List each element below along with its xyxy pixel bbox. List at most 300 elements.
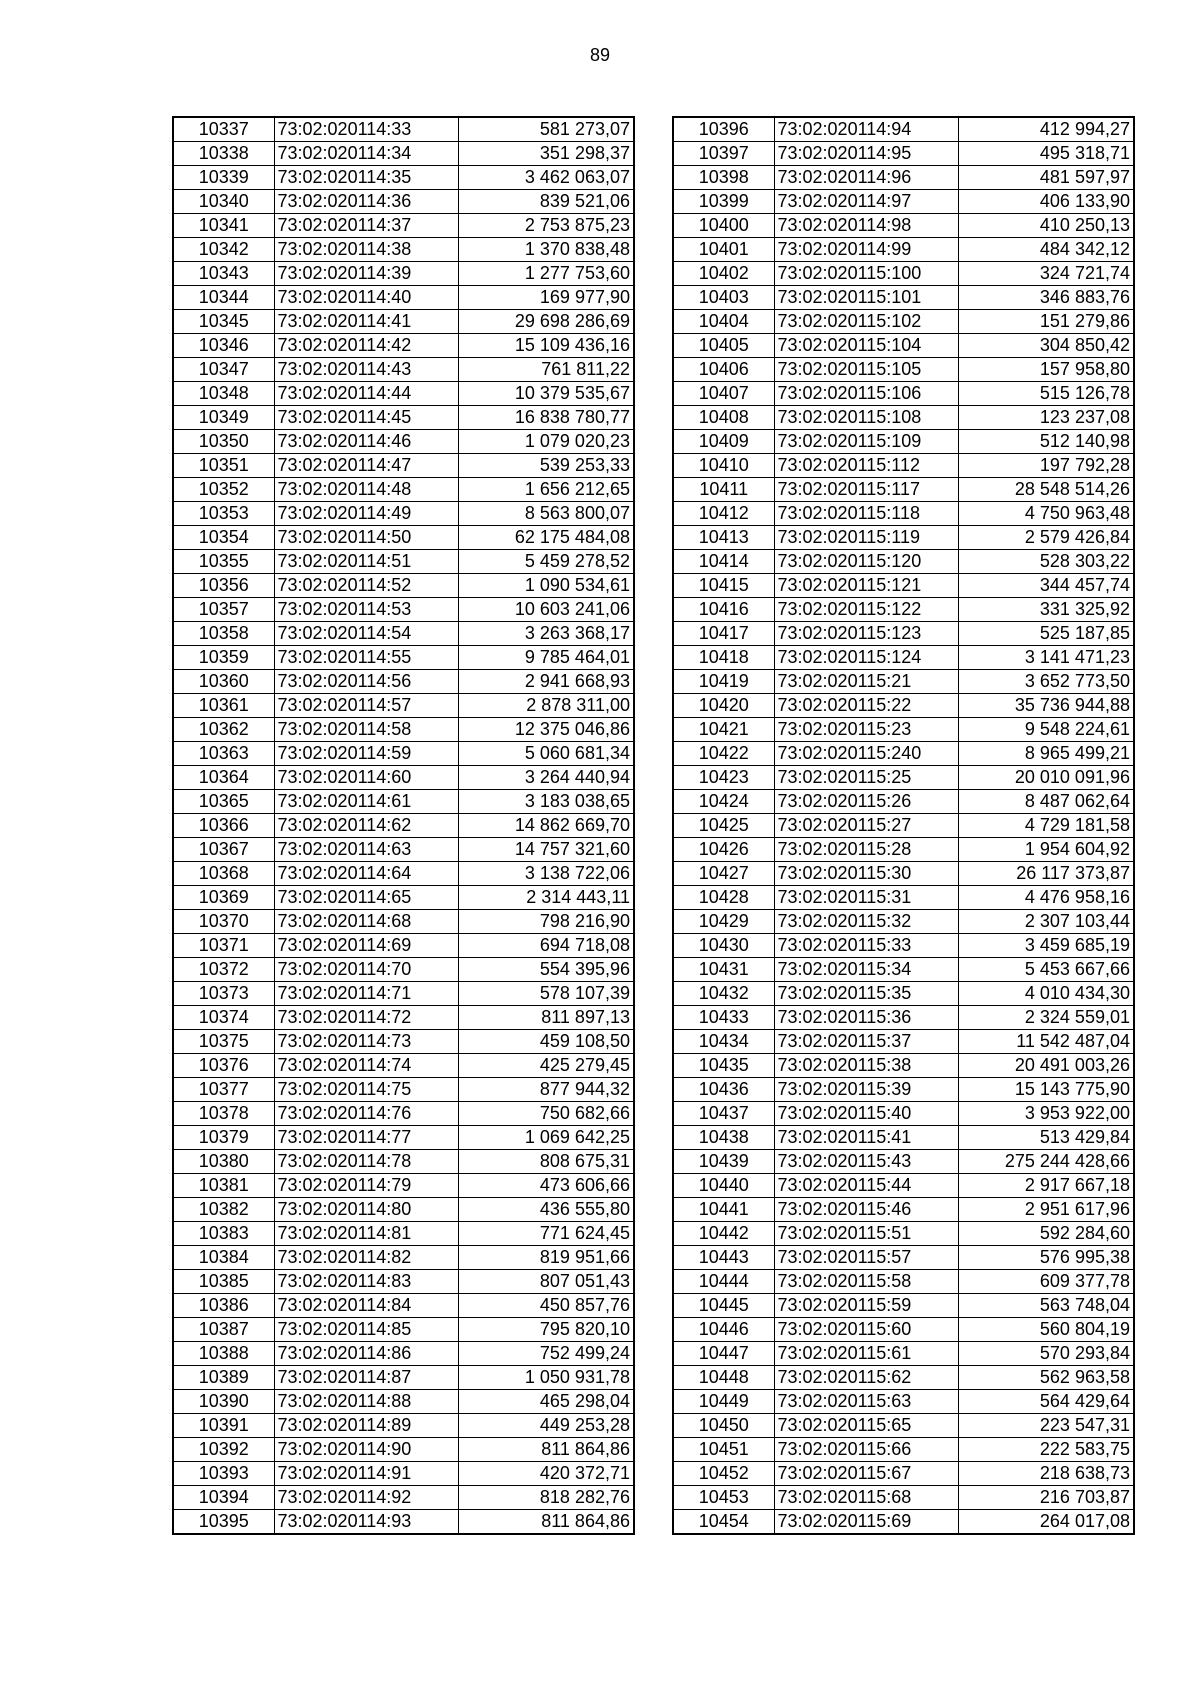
table-row — [673, 1198, 1134, 1222]
value-cell: 3 264 440,94 — [458, 766, 634, 790]
value-cell: 512 140,98 — [958, 430, 1134, 454]
cadastral-number-cell: 73:02:020114:49 — [274, 502, 458, 526]
cadastral-number-cell: 73:02:020114:68 — [274, 910, 458, 934]
row-number-cell: 10431 — [673, 958, 774, 982]
row-number-cell: 10367 — [173, 838, 274, 862]
row-number-cell: 10356 — [173, 574, 274, 598]
cadastral-number-cell: 73:02:020115:104 — [774, 334, 958, 358]
cadastral-number-cell: 73:02:020115:59 — [774, 1294, 958, 1318]
row-number-cell: 10405 — [673, 334, 774, 358]
cadastral-number-cell: 73:02:020115:30 — [774, 862, 958, 886]
cadastral-number-cell: 73:02:020115:35 — [774, 982, 958, 1006]
table-row — [173, 1102, 634, 1126]
row-number-cell: 10394 — [173, 1486, 274, 1510]
value-cell: 406 133,90 — [958, 190, 1134, 214]
row-number-cell: 10422 — [673, 742, 774, 766]
value-cell: 1 277 753,60 — [458, 262, 634, 286]
cadastral-number-cell: 73:02:020115:26 — [774, 790, 958, 814]
value-cell: 412 994,27 — [958, 117, 1134, 142]
value-cell: 484 342,12 — [958, 238, 1134, 262]
row-number-cell: 10358 — [173, 622, 274, 646]
row-number-cell: 10374 — [173, 1006, 274, 1030]
cadastral-number-cell: 73:02:020114:41 — [274, 310, 458, 334]
row-number-cell: 10440 — [673, 1174, 774, 1198]
value-cell: 9 785 464,01 — [458, 646, 634, 670]
value-cell: 1 954 604,92 — [958, 838, 1134, 862]
cadastral-number-cell: 73:02:020114:96 — [774, 166, 958, 190]
row-number-cell: 10410 — [673, 454, 774, 478]
row-number-cell: 10452 — [673, 1462, 774, 1486]
cadastral-number-cell: 73:02:020114:85 — [274, 1318, 458, 1342]
value-cell: 1 069 642,25 — [458, 1126, 634, 1150]
table-row — [673, 1270, 1134, 1294]
cadastral-number-cell: 73:02:020114:50 — [274, 526, 458, 550]
value-cell: 410 250,13 — [958, 214, 1134, 238]
value-cell: 5 060 681,34 — [458, 742, 634, 766]
row-number-cell: 10426 — [673, 838, 774, 862]
value-cell: 10 379 535,67 — [458, 382, 634, 406]
row-number-cell: 10397 — [673, 142, 774, 166]
value-cell: 304 850,42 — [958, 334, 1134, 358]
cadastral-number-cell: 73:02:020115:33 — [774, 934, 958, 958]
cadastral-number-cell: 73:02:020115:27 — [774, 814, 958, 838]
row-number-cell: 10387 — [173, 1318, 274, 1342]
table-row — [173, 886, 634, 910]
table-row — [173, 214, 634, 238]
value-cell: 750 682,66 — [458, 1102, 634, 1126]
value-cell: 1 079 020,23 — [458, 430, 634, 454]
cadastral-number-cell: 73:02:020115:41 — [774, 1126, 958, 1150]
row-number-cell: 10366 — [173, 814, 274, 838]
cadastral-number-cell: 73:02:020114:92 — [274, 1486, 458, 1510]
value-cell: 10 603 241,06 — [458, 598, 634, 622]
table-row — [173, 1030, 634, 1054]
row-number-cell: 10395 — [173, 1510, 274, 1535]
cadastral-number-cell: 73:02:020114:56 — [274, 670, 458, 694]
row-number-cell: 10349 — [173, 406, 274, 430]
cadastral-number-cell: 73:02:020114:75 — [274, 1078, 458, 1102]
value-cell: 811 897,13 — [458, 1006, 634, 1030]
table-row — [673, 334, 1134, 358]
row-number-cell: 10420 — [673, 694, 774, 718]
value-cell: 798 216,90 — [458, 910, 634, 934]
row-number-cell: 10414 — [673, 550, 774, 574]
table-row — [673, 454, 1134, 478]
table-row — [673, 382, 1134, 406]
cadastral-number-cell: 73:02:020115:34 — [774, 958, 958, 982]
table-row — [673, 502, 1134, 526]
table-row — [673, 1462, 1134, 1486]
table-row — [673, 1078, 1134, 1102]
cadastral-number-cell: 73:02:020114:86 — [274, 1342, 458, 1366]
cadastral-number-cell: 73:02:020115:21 — [774, 670, 958, 694]
cadastral-number-cell: 73:02:020114:35 — [274, 166, 458, 190]
table-row — [173, 550, 634, 574]
table-row — [673, 742, 1134, 766]
table-row — [173, 742, 634, 766]
value-cell: 4 476 958,16 — [958, 886, 1134, 910]
value-cell: 425 279,45 — [458, 1054, 634, 1078]
page-number: 89 — [589, 45, 611, 65]
row-number-cell: 10385 — [173, 1270, 274, 1294]
table-row — [173, 1438, 634, 1462]
row-number-cell: 10399 — [673, 190, 774, 214]
value-cell: 420 372,71 — [458, 1462, 634, 1486]
cadastral-number-cell: 73:02:020115:37 — [774, 1030, 958, 1054]
row-number-cell: 10446 — [673, 1318, 774, 1342]
value-cell: 29 698 286,69 — [458, 310, 634, 334]
row-number-cell: 10353 — [173, 502, 274, 526]
value-cell: 3 459 685,19 — [958, 934, 1134, 958]
value-cell: 436 555,80 — [458, 1198, 634, 1222]
value-cell: 3 652 773,50 — [958, 670, 1134, 694]
value-cell: 28 548 514,26 — [958, 478, 1134, 502]
value-cell: 324 721,74 — [958, 262, 1134, 286]
table-row — [173, 1342, 634, 1366]
cadastral-number-cell: 73:02:020115:23 — [774, 718, 958, 742]
table-row — [173, 1414, 634, 1438]
value-cell: 576 995,38 — [958, 1246, 1134, 1270]
cadastral-number-cell: 73:02:020114:70 — [274, 958, 458, 982]
row-number-cell: 10360 — [173, 670, 274, 694]
cadastral-number-cell: 73:02:020114:58 — [274, 718, 458, 742]
table-row — [673, 1006, 1134, 1030]
table-row — [673, 1126, 1134, 1150]
cadastral-number-cell: 73:02:020115:63 — [774, 1390, 958, 1414]
row-number-cell: 10377 — [173, 1078, 274, 1102]
row-number-cell: 10339 — [173, 166, 274, 190]
row-number-cell: 10359 — [173, 646, 274, 670]
row-number-cell: 10357 — [173, 598, 274, 622]
table-row — [673, 286, 1134, 310]
table-row — [173, 598, 634, 622]
row-number-cell: 10355 — [173, 550, 274, 574]
table-row — [173, 1078, 634, 1102]
value-cell: 1 370 838,48 — [458, 238, 634, 262]
value-cell: 151 279,86 — [958, 310, 1134, 334]
table-row — [673, 166, 1134, 190]
cadastral-table-left — [172, 116, 635, 1535]
row-number-cell: 10406 — [673, 358, 774, 382]
row-number-cell: 10449 — [673, 1390, 774, 1414]
value-cell: 1 656 212,65 — [458, 478, 634, 502]
cadastral-number-cell: 73:02:020115:124 — [774, 646, 958, 670]
table-row — [673, 142, 1134, 166]
table-row — [173, 358, 634, 382]
table-row — [673, 1366, 1134, 1390]
row-number-cell: 10434 — [673, 1030, 774, 1054]
row-number-cell: 10454 — [673, 1510, 774, 1535]
value-cell: 560 804,19 — [958, 1318, 1134, 1342]
row-number-cell: 10391 — [173, 1414, 274, 1438]
table-row — [173, 1222, 634, 1246]
cadastral-number-cell: 73:02:020115:46 — [774, 1198, 958, 1222]
table-row — [673, 1318, 1134, 1342]
table-row — [673, 526, 1134, 550]
cadastral-number-cell: 73:02:020114:84 — [274, 1294, 458, 1318]
table-row — [173, 1270, 634, 1294]
row-number-cell: 10408 — [673, 406, 774, 430]
cadastral-number-cell: 73:02:020115:66 — [774, 1438, 958, 1462]
value-cell: 819 951,66 — [458, 1246, 634, 1270]
cadastral-number-cell: 73:02:020114:94 — [774, 117, 958, 142]
cadastral-number-cell: 73:02:020114:77 — [274, 1126, 458, 1150]
value-cell: 839 521,06 — [458, 190, 634, 214]
table-row — [173, 478, 634, 502]
table-row — [173, 1246, 634, 1270]
row-number-cell: 10376 — [173, 1054, 274, 1078]
cadastral-number-cell: 73:02:020114:44 — [274, 382, 458, 406]
value-cell: 570 293,84 — [958, 1342, 1134, 1366]
cadastral-number-cell: 73:02:020114:69 — [274, 934, 458, 958]
table-row — [673, 790, 1134, 814]
table-row — [173, 1126, 634, 1150]
row-number-cell: 10439 — [673, 1150, 774, 1174]
value-cell: 216 703,87 — [958, 1486, 1134, 1510]
value-cell: 3 462 063,07 — [458, 166, 634, 190]
value-cell: 20 491 003,26 — [958, 1054, 1134, 1078]
cadastral-number-cell: 73:02:020115:31 — [774, 886, 958, 910]
value-cell: 564 429,64 — [958, 1390, 1134, 1414]
row-number-cell: 10384 — [173, 1246, 274, 1270]
row-number-cell: 10400 — [673, 214, 774, 238]
cadastral-number-cell: 73:02:020115:109 — [774, 430, 958, 454]
value-cell: 513 429,84 — [958, 1126, 1134, 1150]
value-cell: 795 820,10 — [458, 1318, 634, 1342]
value-cell: 4 729 181,58 — [958, 814, 1134, 838]
row-number-cell: 10421 — [673, 718, 774, 742]
cadastral-number-cell: 73:02:020114:40 — [274, 286, 458, 310]
table-row — [173, 430, 634, 454]
row-number-cell: 10386 — [173, 1294, 274, 1318]
table-row — [673, 814, 1134, 838]
row-number-cell: 10417 — [673, 622, 774, 646]
value-cell: 2 878 311,00 — [458, 694, 634, 718]
cadastral-number-cell: 73:02:020114:88 — [274, 1390, 458, 1414]
table-row — [173, 166, 634, 190]
row-number-cell: 10354 — [173, 526, 274, 550]
row-number-cell: 10364 — [173, 766, 274, 790]
value-cell: 2 579 426,84 — [958, 526, 1134, 550]
row-number-cell: 10418 — [673, 646, 774, 670]
cadastral-number-cell: 73:02:020115:57 — [774, 1246, 958, 1270]
row-number-cell: 10430 — [673, 934, 774, 958]
cadastral-number-cell: 73:02:020115:240 — [774, 742, 958, 766]
cadastral-number-cell: 73:02:020114:62 — [274, 814, 458, 838]
table-row — [673, 1102, 1134, 1126]
table-row — [173, 958, 634, 982]
value-cell: 525 187,85 — [958, 622, 1134, 646]
row-number-cell: 10432 — [673, 982, 774, 1006]
table-row — [173, 502, 634, 526]
row-number-cell: 10425 — [673, 814, 774, 838]
table-row — [173, 622, 634, 646]
row-number-cell: 10450 — [673, 1414, 774, 1438]
row-number-cell: 10372 — [173, 958, 274, 982]
cadastral-number-cell: 73:02:020115:100 — [774, 262, 958, 286]
row-number-cell: 10337 — [173, 117, 274, 142]
value-cell: 3 141 471,23 — [958, 646, 1134, 670]
cadastral-number-cell: 73:02:020114:97 — [774, 190, 958, 214]
row-number-cell: 10373 — [173, 982, 274, 1006]
row-number-cell: 10368 — [173, 862, 274, 886]
row-number-cell: 10448 — [673, 1366, 774, 1390]
table-row — [173, 838, 634, 862]
row-number-cell: 10369 — [173, 886, 274, 910]
table-row — [173, 670, 634, 694]
cadastral-number-cell: 73:02:020115:68 — [774, 1486, 958, 1510]
cadastral-number-cell: 73:02:020114:54 — [274, 622, 458, 646]
row-number-cell: 10453 — [673, 1486, 774, 1510]
cadastral-number-cell: 73:02:020115:112 — [774, 454, 958, 478]
table-row — [673, 1174, 1134, 1198]
value-cell: 157 958,80 — [958, 358, 1134, 382]
cadastral-number-cell: 73:02:020114:33 — [274, 117, 458, 142]
value-cell: 592 284,60 — [958, 1222, 1134, 1246]
value-cell: 15 109 436,16 — [458, 334, 634, 358]
table-row — [673, 766, 1134, 790]
table-row — [673, 1486, 1134, 1510]
value-cell: 808 675,31 — [458, 1150, 634, 1174]
table-row — [673, 358, 1134, 382]
cadastral-number-cell: 73:02:020114:55 — [274, 646, 458, 670]
table-row — [673, 958, 1134, 982]
cadastral-number-cell: 73:02:020114:71 — [274, 982, 458, 1006]
value-cell: 275 244 428,66 — [958, 1150, 1134, 1174]
table-row — [173, 694, 634, 718]
row-number-cell: 10413 — [673, 526, 774, 550]
value-cell: 609 377,78 — [958, 1270, 1134, 1294]
row-number-cell: 10407 — [673, 382, 774, 406]
value-cell: 2 324 559,01 — [958, 1006, 1134, 1030]
value-cell: 1 090 534,61 — [458, 574, 634, 598]
table-row — [673, 574, 1134, 598]
row-number-cell: 10378 — [173, 1102, 274, 1126]
table-row — [673, 982, 1134, 1006]
cadastral-number-cell: 73:02:020115:22 — [774, 694, 958, 718]
value-cell: 2 307 103,44 — [958, 910, 1134, 934]
table-row — [673, 310, 1134, 334]
table-row — [673, 190, 1134, 214]
row-number-cell: 10398 — [673, 166, 774, 190]
table-row — [173, 1054, 634, 1078]
cadastral-number-cell: 73:02:020115:119 — [774, 526, 958, 550]
cadastral-number-cell: 73:02:020114:64 — [274, 862, 458, 886]
row-number-cell: 10345 — [173, 310, 274, 334]
value-cell: 1 050 931,78 — [458, 1366, 634, 1390]
value-cell: 807 051,43 — [458, 1270, 634, 1294]
table-row — [673, 1342, 1134, 1366]
row-number-cell: 10361 — [173, 694, 274, 718]
row-number-cell: 10351 — [173, 454, 274, 478]
table-row — [173, 1198, 634, 1222]
row-number-cell: 10382 — [173, 1198, 274, 1222]
row-number-cell: 10443 — [673, 1246, 774, 1270]
row-number-cell: 10393 — [173, 1462, 274, 1486]
cadastral-number-cell: 73:02:020114:90 — [274, 1438, 458, 1462]
table-row — [673, 262, 1134, 286]
value-cell: 20 010 091,96 — [958, 766, 1134, 790]
row-number-cell: 10416 — [673, 598, 774, 622]
table-row — [173, 982, 634, 1006]
table-row — [173, 190, 634, 214]
table-row — [173, 1006, 634, 1030]
value-cell: 473 606,66 — [458, 1174, 634, 1198]
cadastral-number-cell: 73:02:020114:52 — [274, 574, 458, 598]
cadastral-number-cell: 73:02:020114:47 — [274, 454, 458, 478]
table-row — [673, 1030, 1134, 1054]
row-number-cell: 10429 — [673, 910, 774, 934]
cadastral-number-cell: 73:02:020115:67 — [774, 1462, 958, 1486]
value-cell: 222 583,75 — [958, 1438, 1134, 1462]
row-number-cell: 10348 — [173, 382, 274, 406]
cadastral-number-cell: 73:02:020114:60 — [274, 766, 458, 790]
row-number-cell: 10341 — [173, 214, 274, 238]
table-row — [173, 286, 634, 310]
table-row — [673, 934, 1134, 958]
table-row — [673, 1222, 1134, 1246]
table-row — [173, 766, 634, 790]
table-row — [673, 214, 1134, 238]
value-cell: 8 487 062,64 — [958, 790, 1134, 814]
value-cell: 4 750 963,48 — [958, 502, 1134, 526]
row-number-cell: 10445 — [673, 1294, 774, 1318]
table-row — [673, 694, 1134, 718]
value-cell: 35 736 944,88 — [958, 694, 1134, 718]
value-cell: 3 138 722,06 — [458, 862, 634, 886]
table-row — [673, 1246, 1134, 1270]
value-cell: 169 977,90 — [458, 286, 634, 310]
value-cell: 197 792,28 — [958, 454, 1134, 478]
cadastral-number-cell: 73:02:020114:73 — [274, 1030, 458, 1054]
cadastral-number-cell: 73:02:020114:46 — [274, 430, 458, 454]
cadastral-number-cell: 73:02:020115:122 — [774, 598, 958, 622]
table-row — [673, 670, 1134, 694]
cadastral-number-cell: 73:02:020114:53 — [274, 598, 458, 622]
value-cell: 11 542 487,04 — [958, 1030, 1134, 1054]
value-cell: 4 010 434,30 — [958, 982, 1134, 1006]
table-row — [173, 574, 634, 598]
row-number-cell: 10403 — [673, 286, 774, 310]
table-row — [173, 1150, 634, 1174]
cadastral-number-cell: 73:02:020115:60 — [774, 1318, 958, 1342]
cadastral-number-cell: 73:02:020114:81 — [274, 1222, 458, 1246]
row-number-cell: 10441 — [673, 1198, 774, 1222]
value-cell: 877 944,32 — [458, 1078, 634, 1102]
cadastral-number-cell: 73:02:020114:48 — [274, 478, 458, 502]
value-cell: 5 453 667,66 — [958, 958, 1134, 982]
cadastral-number-cell: 73:02:020114:61 — [274, 790, 458, 814]
value-cell: 12 375 046,86 — [458, 718, 634, 742]
cadastral-number-cell: 73:02:020115:118 — [774, 502, 958, 526]
cadastral-number-cell: 73:02:020114:36 — [274, 190, 458, 214]
table-row — [173, 454, 634, 478]
value-cell: 449 253,28 — [458, 1414, 634, 1438]
value-cell: 562 963,58 — [958, 1366, 1134, 1390]
cadastral-number-cell: 73:02:020114:82 — [274, 1246, 458, 1270]
value-cell: 8 563 800,07 — [458, 502, 634, 526]
value-cell: 223 547,31 — [958, 1414, 1134, 1438]
value-cell: 2 917 667,18 — [958, 1174, 1134, 1198]
value-cell: 346 883,76 — [958, 286, 1134, 310]
cadastral-number-cell: 73:02:020115:61 — [774, 1342, 958, 1366]
cadastral-number-cell: 73:02:020114:79 — [274, 1174, 458, 1198]
cadastral-number-cell: 73:02:020114:83 — [274, 1270, 458, 1294]
value-cell: 15 143 775,90 — [958, 1078, 1134, 1102]
value-cell: 14 757 321,60 — [458, 838, 634, 862]
row-number-cell: 10438 — [673, 1126, 774, 1150]
row-number-cell: 10436 — [673, 1078, 774, 1102]
